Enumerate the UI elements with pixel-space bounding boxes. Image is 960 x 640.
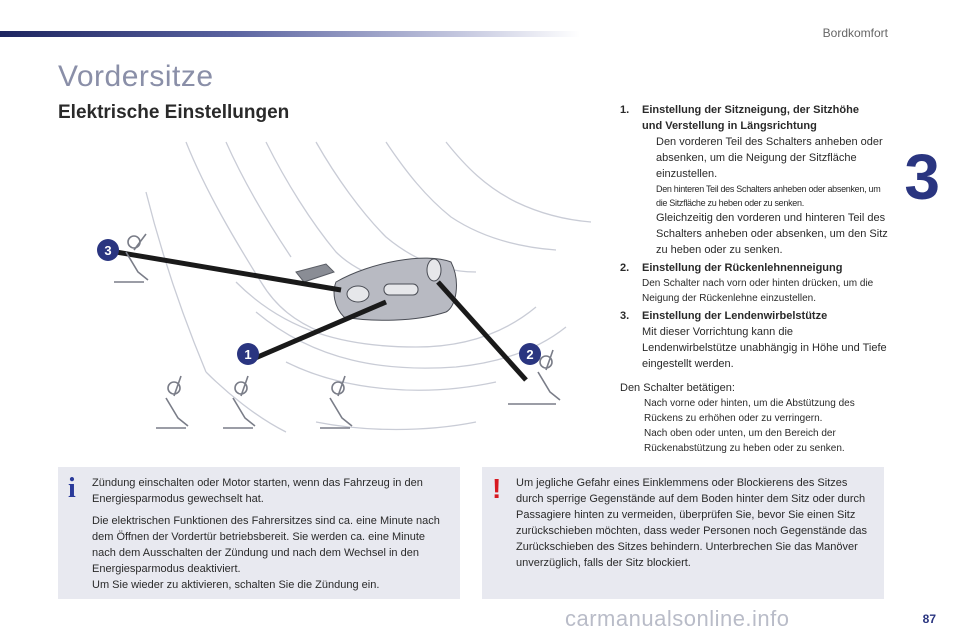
bullet-text: Den vorderen Teil des Schalters anheben oder absenken, um die Neigung der Sitzfläche einzustellen.	[656, 136, 883, 180]
chapter-number: 3	[904, 141, 940, 213]
bullet-text: Nach oben oder unten, um den Bereich der Rückenabstützung zu heben oder zu senken.	[644, 428, 845, 454]
step-number: 2.	[620, 262, 630, 274]
step-heading: Einstellung der Rückenlehnenneigung	[642, 262, 843, 274]
step-heading-cont: und Verstellung in Längsrichtung	[642, 120, 817, 132]
info-text: Die elektrischen Funktionen des Fahrersitzes sind ca. eine Minute nach dem Öffnen der Vordertür betriebsbereit. Sie werden ca. eine Minute nach dem Ausschalten der Zündung und nach dem Wechsel in den Energiesparmodus deaktiviert.	[92, 515, 440, 575]
step-heading: Einstellung der Lendenwirbelstütze	[642, 310, 828, 322]
step-heading: Einstellung der Sitzneigung, der Sitzhöhe	[642, 104, 859, 116]
step-body: Mit dieser Vorrichtung kann die Lendenwirbelstütze unabhängig in Höhe und Tiefe eingestellt werden.	[642, 326, 887, 370]
bullet-icon	[642, 134, 656, 182]
step-2	[620, 260, 890, 306]
section-subtitle: Elektrische Einstellungen	[58, 102, 290, 123]
callout-1: 1	[244, 347, 252, 362]
info-box	[58, 467, 460, 599]
info-text: Zündung einschalten oder Motor starten, wenn das Fahrzeug in den Energiesparmodus gewechselt hat.	[92, 477, 423, 505]
warning-text: Um jegliche Gefahr eines Einklemmens oder Blockierens des Sitzes durch sperrige Gegenstände auf dem Boden hinter dem Sitz oder durch Passagiere hinten zu vermeiden, überprüfen Sie, bevor Sie einen Sitz zurückschieben möchten, dass weder Personen noch Gegenstände das Zurückschieben des Sitzes behindern. Unterbrechen Sie das Manöver unverzüglich, falls der Sitz blockiert.	[516, 477, 867, 569]
bullet-icon	[620, 426, 644, 456]
callout-3: 3	[104, 243, 112, 258]
callout-2: 2	[526, 347, 534, 362]
warning-icon: !	[492, 473, 502, 504]
info-text: Um Sie wieder zu aktivieren, schalten Sie die Zündung ein.	[92, 579, 380, 591]
watermark: carmanualsonline.info	[565, 606, 790, 631]
instructions-column	[620, 102, 890, 456]
step-body: Den Schalter nach vorn oder hinten drücken, um die Neigung der Rückenlehne einzustellen.	[642, 278, 874, 304]
step-number: 1.	[620, 104, 630, 116]
switch-intro: Den Schalter betätigen:	[620, 382, 735, 394]
bullet-text: Gleichzeitig den vorderen und hinteren Teil des Schalters anheben oder absenken, um den Sitz zu heben oder zu senken.	[656, 212, 888, 256]
warning-box	[482, 467, 884, 599]
bullet-icon	[620, 396, 644, 426]
seat-illustration	[86, 132, 598, 452]
step-number: 3.	[620, 310, 630, 322]
page-number: 87	[922, 612, 936, 626]
header-bar	[0, 31, 580, 37]
bullet-icon	[642, 182, 656, 210]
section-label: Bordkomfort	[822, 26, 888, 40]
info-icon: i	[68, 473, 76, 504]
bullet-icon	[642, 210, 656, 258]
step-3	[620, 308, 890, 372]
step-1	[620, 102, 890, 258]
bullet-text: Nach vorne oder hinten, um die Abstützung des Rückens zu erhöhen oder zu verringern.	[644, 398, 855, 424]
page-title: Vordersitze	[58, 60, 214, 93]
bullet-text: Den hinteren Teil des Schalters anheben oder absenken, um die Sitzfläche zu heben oder zu senken.	[656, 184, 881, 208]
